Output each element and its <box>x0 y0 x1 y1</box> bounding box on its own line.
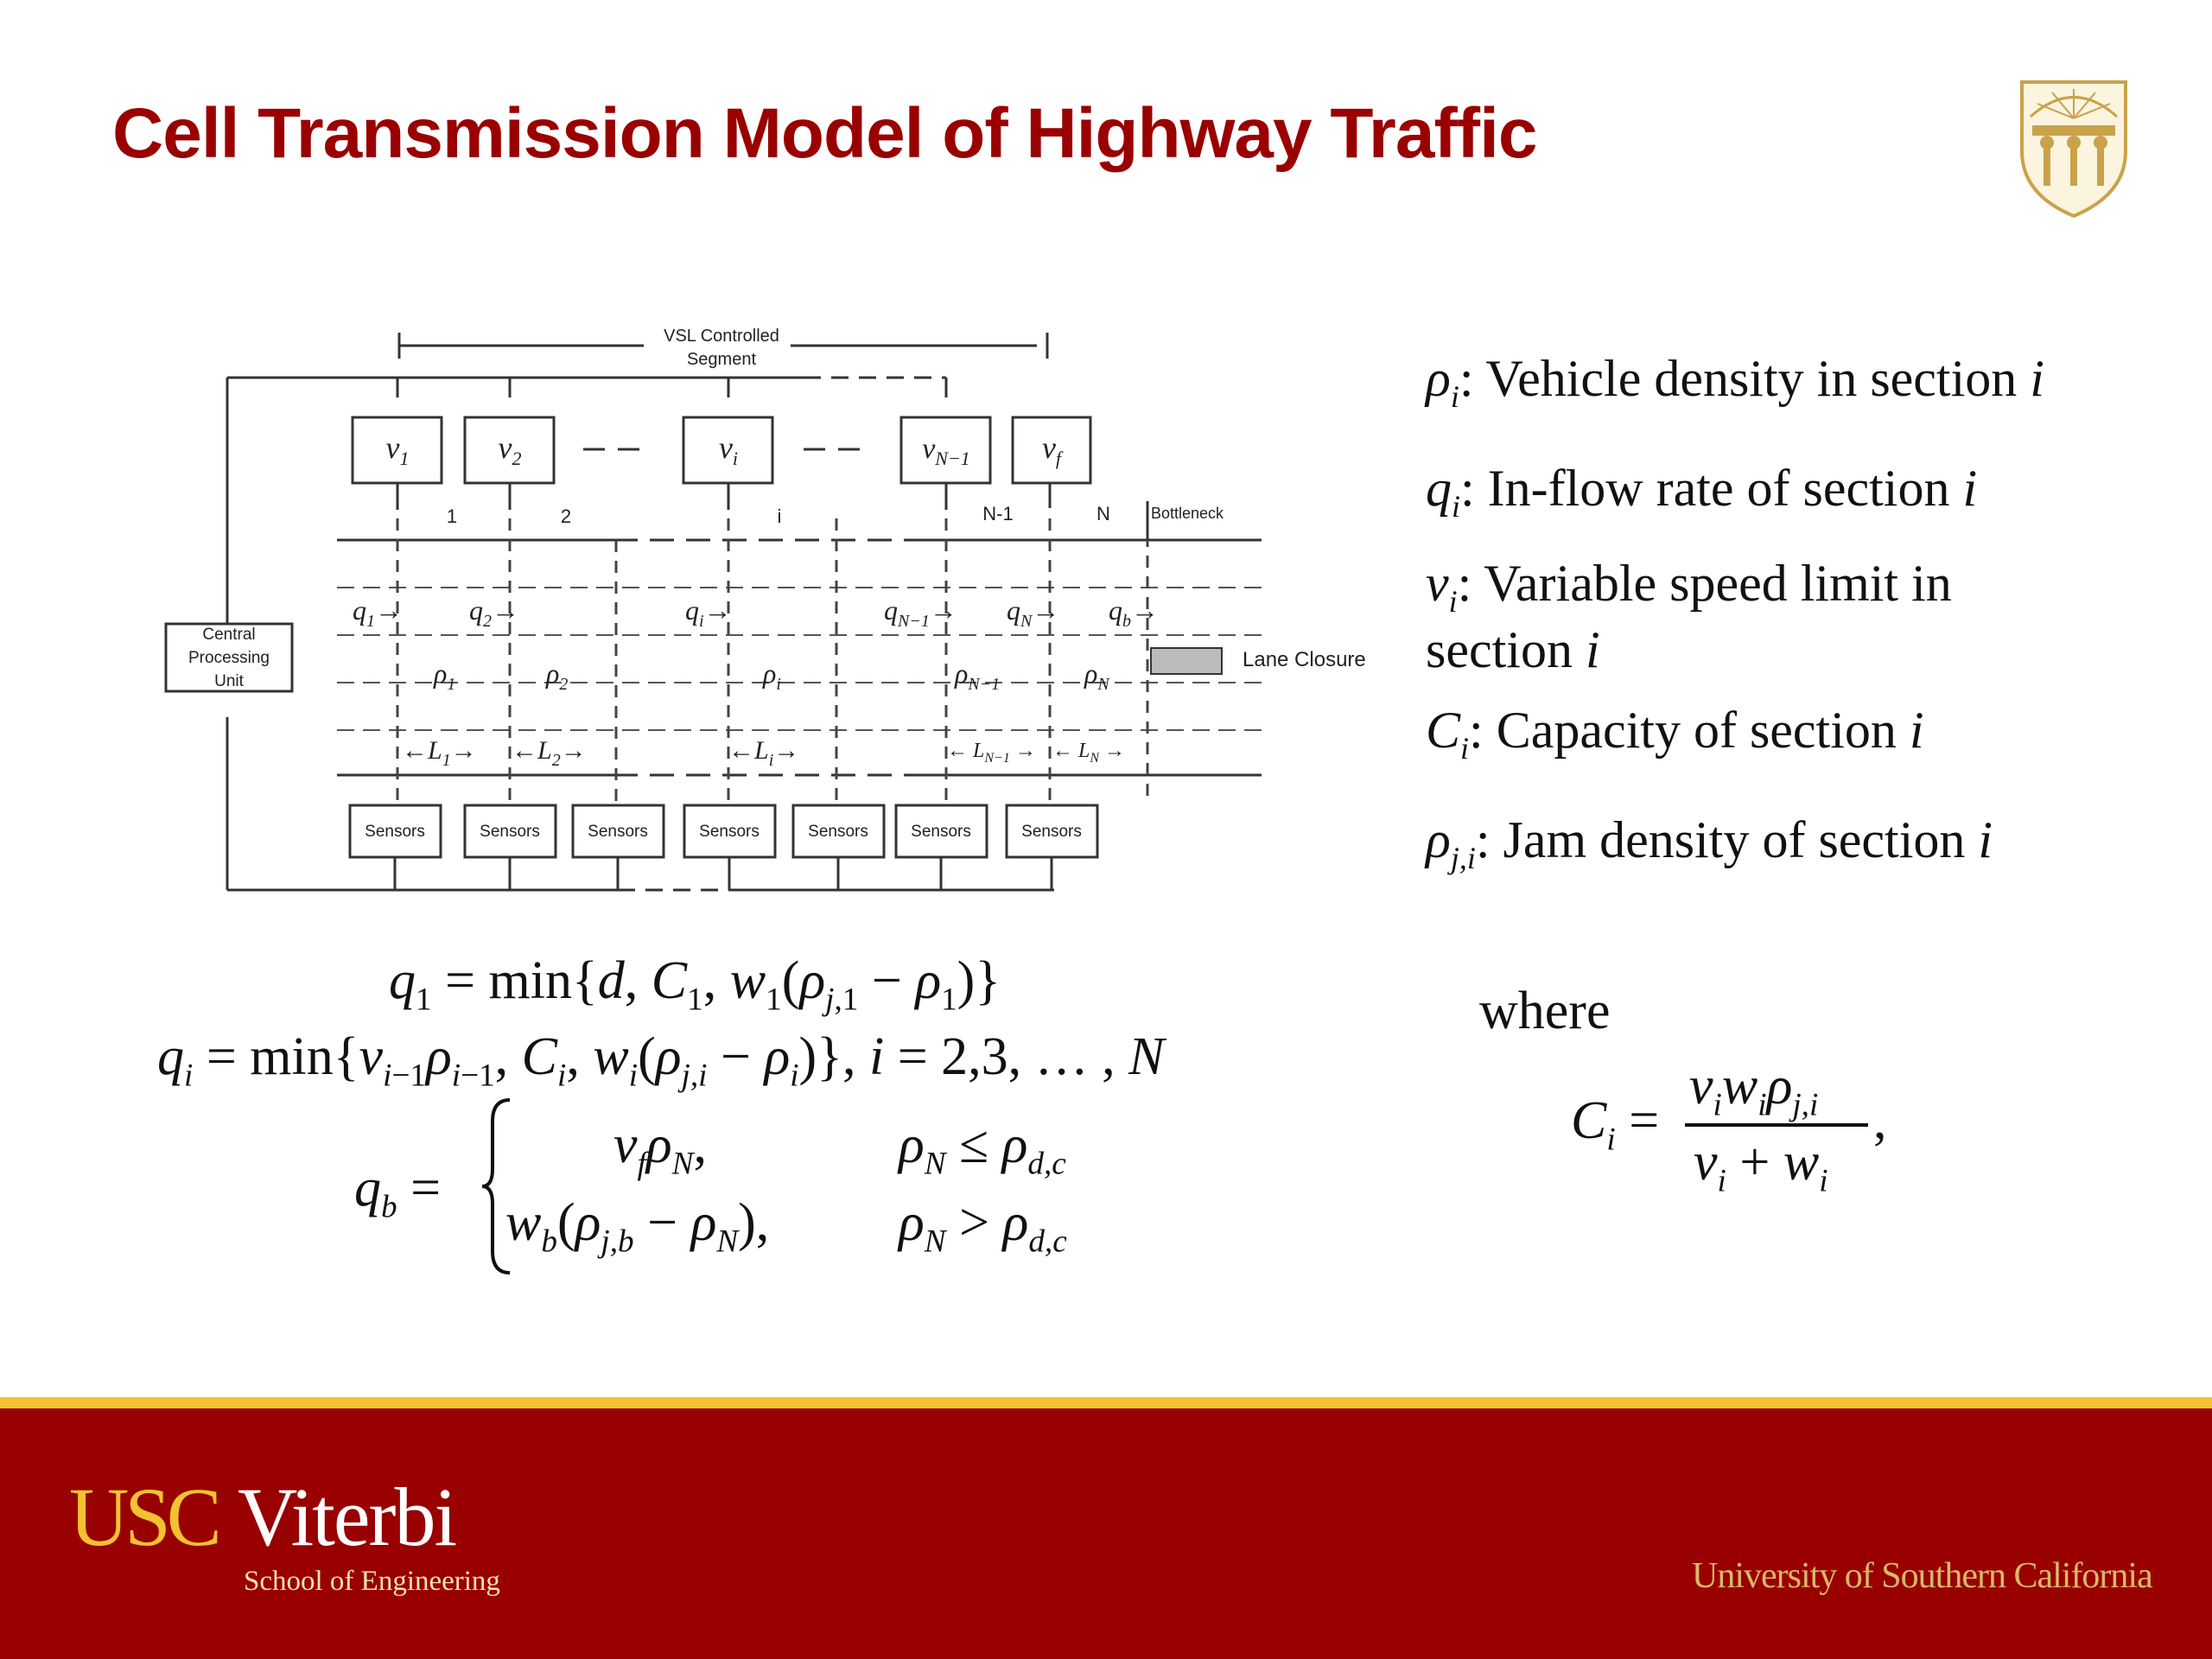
vn1-label: $v_{N-1}$ <box>922 433 970 469</box>
qn-flow-label: $q_N\to$ <box>1007 594 1060 631</box>
equation-qb-case2: $w_b(\rho_{j,b} - \rho_N)$, <box>505 1193 770 1260</box>
vf-label: $v_f$ <box>1041 430 1062 469</box>
sensor-label: Sensors <box>365 823 425 841</box>
q1-flow-label: $q_1\to$ <box>353 594 403 631</box>
rho2-label: $\rho_2$ <box>546 658 569 694</box>
vsl-label-line2: Segment <box>686 350 757 369</box>
definition-v-cont: section i <box>1426 621 1600 678</box>
li-label: $\leftarrow L_i\to$ <box>728 736 800 770</box>
qn1-flow-label: $q_{N-1}\to$ <box>884 594 957 631</box>
l1-label: $\leftarrow L_1\to$ <box>402 736 477 770</box>
equation-q1: $q_1 = \min\{d$, $C_1$, $w_1(\rho_{j,1} - \rho_1)$} <box>389 951 1001 1018</box>
footer-stripe <box>0 1397 2212 1408</box>
section-number: i <box>777 505 782 527</box>
section-number: 2 <box>560 505 572 527</box>
v1-label: $v_1$ <box>385 430 410 469</box>
page-title: Cell Transmission Model of Highway Traffic <box>112 94 1537 173</box>
vsl-label-line1: VSL Controlled <box>664 327 779 346</box>
usc-seal-logo <box>2013 73 2134 220</box>
ctm-diagram <box>156 320 1400 907</box>
definition-jam: $\rho_{j,i}$: Jam density of section i <box>1426 811 1993 875</box>
university-name: University of Southern California <box>1692 1556 2152 1596</box>
sensor-label: Sensors <box>588 823 648 841</box>
qb-flow-label: $q_b\to$ <box>1109 594 1159 631</box>
definition-c: $C_i$: Capacity of section i <box>1426 702 1924 766</box>
cpu-label-2: Processing <box>188 649 270 667</box>
q2-flow-label: $q_2\to$ <box>469 594 519 631</box>
equation-qi: $q_i = \min\{v_{i-1}\rho_{i-1}$, $C_i$, $w_i(\rho_{j,i} - \rho_i)$}, i = 2,3, … , N <box>157 1027 1165 1094</box>
cpu-label-3: Unit <box>214 672 244 690</box>
ln1-label: ← $L_{N-1}$ → <box>947 740 1036 766</box>
lane-closure-label: Lane Closure <box>1243 648 1366 671</box>
sensor-label: Sensors <box>911 823 971 841</box>
sensor-label: Sensors <box>699 823 760 841</box>
sensor-label: Sensors <box>1021 823 1082 841</box>
section-number: N-1 <box>982 503 1014 524</box>
capacity-lhs: $C_i$ = <box>1571 1091 1660 1158</box>
l2-label: $\leftarrow L_2\to$ <box>512 736 587 770</box>
school-of-engineering-text: School of Engineering <box>244 1566 500 1597</box>
definition-v: $v_i$: Variable speed limit in <box>1426 555 1952 619</box>
equation-qb-lhs: $q_b$ = <box>354 1159 442 1225</box>
viterbi-logo-text: Viterbi <box>238 1471 456 1563</box>
definition-q: $q_i$: In-flow rate of section i <box>1426 460 1978 524</box>
rhon1-label: $\rho_{N-1}$ <box>955 658 1001 694</box>
symbol-definitions <box>1426 333 2044 904</box>
rhoi-label: $\rho_i$ <box>763 658 781 694</box>
section-number: N <box>1096 503 1110 524</box>
rhon-label: $\rho_N$ <box>1084 658 1109 694</box>
cpu-label-1: Central <box>202 626 256 644</box>
capacity-numerator: $v_iw_i\rho_{j,i}$ <box>1689 1057 1819 1123</box>
rho1-label: $\rho_1$ <box>434 658 456 694</box>
qi-flow-label: $q_i\to$ <box>685 594 732 631</box>
sensor-label: Sensors <box>480 823 540 841</box>
bottleneck-label: Bottleneck <box>1151 505 1224 522</box>
capacity-denominator: $v_i + w_i$ <box>1694 1133 1828 1199</box>
usc-logo-text: USC <box>69 1471 218 1563</box>
equation-qb-cond2: $\rho_N > \rho_{d,c}$ <box>899 1193 1067 1260</box>
equation-qb-case1: $v_f\rho_N$, <box>613 1116 707 1182</box>
vi-label: $v_i$ <box>718 430 739 469</box>
section-number: 1 <box>446 505 458 527</box>
fraction-bar <box>1685 1123 1868 1127</box>
ln-label: ← $L_N$ → <box>1052 740 1126 766</box>
v2-label: $v_2$ <box>498 430 522 469</box>
definition-rho: $\rho_i$: Vehicle density in section i <box>1426 350 2044 414</box>
capacity-comma: , <box>1873 1091 1887 1150</box>
where-label: where <box>1479 982 1611 1040</box>
sensor-label: Sensors <box>808 823 868 841</box>
equation-qb-cond1: $\rho_N \le \rho_{d,c}$ <box>899 1116 1066 1182</box>
